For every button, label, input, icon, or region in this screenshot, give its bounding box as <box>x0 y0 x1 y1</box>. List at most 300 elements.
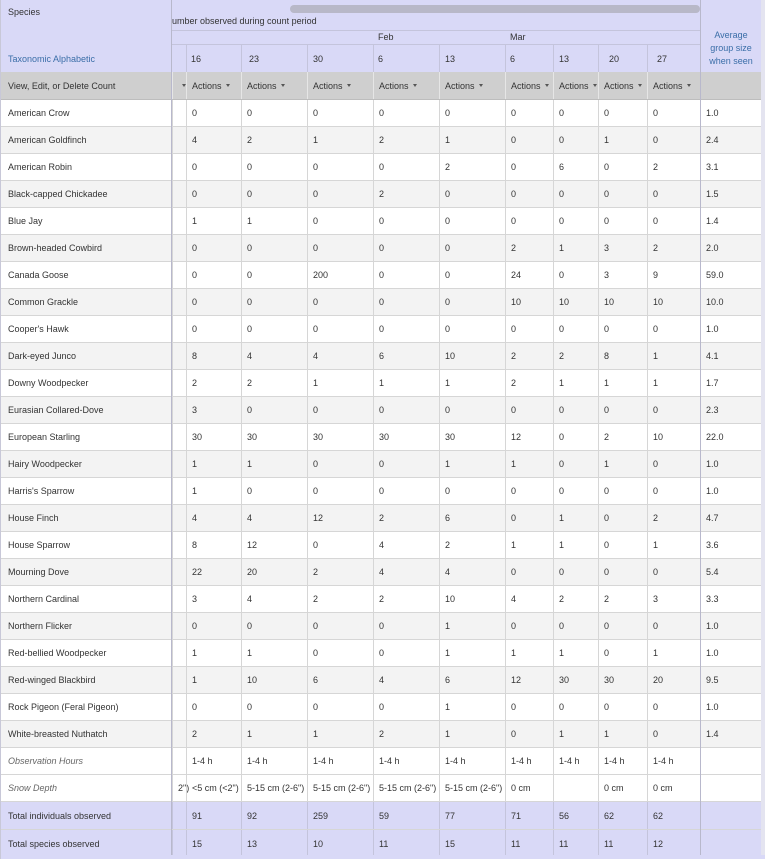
count-cell[interactable]: 0 <box>647 694 700 720</box>
count-cell[interactable]: 2 <box>373 586 439 612</box>
count-cell[interactable]: 0 <box>598 532 647 558</box>
count-cell[interactable]: 0 <box>186 694 241 720</box>
count-cell[interactable]: 1 <box>553 505 598 531</box>
count-cell[interactable]: 0 <box>373 451 439 477</box>
count-cell[interactable]: 0 <box>241 262 307 288</box>
count-cell[interactable]: 0 <box>553 208 598 234</box>
count-cell[interactable]: 1 <box>598 370 647 396</box>
count-cell[interactable]: 0 <box>598 613 647 639</box>
count-cell[interactable]: 0 <box>647 127 700 153</box>
count-cell[interactable]: 0 <box>505 559 553 585</box>
count-cell[interactable]: 1 <box>598 127 647 153</box>
species-name[interactable]: American Goldfinch <box>1 127 171 154</box>
count-cell[interactable]: 20 <box>647 667 700 693</box>
count-cell[interactable]: 3 <box>598 235 647 261</box>
count-cell[interactable]: 0 <box>241 289 307 315</box>
count-cell[interactable]: 2 <box>553 343 598 369</box>
day-label: 13 <box>445 54 456 64</box>
count-cell[interactable]: 0 <box>186 181 241 207</box>
count-cell[interactable]: 0 <box>439 100 505 126</box>
count-cell[interactable]: 0 <box>241 316 307 342</box>
count-cell[interactable]: 1 <box>186 478 241 504</box>
actions-dropdown-label: Actions <box>511 80 541 91</box>
count-cell[interactable]: 2 <box>186 370 241 396</box>
count-cell[interactable]: 2 <box>647 505 700 531</box>
actions-dropdown-label: Actions <box>653 80 683 91</box>
actions-dropdown[interactable] <box>241 72 307 99</box>
count-cell[interactable]: 2 <box>505 235 553 261</box>
count-cell[interactable]: 2 <box>373 127 439 153</box>
day-separator <box>186 45 187 73</box>
count-cell[interactable]: 0 <box>598 181 647 207</box>
species-name[interactable]: White-breasted Nuthatch <box>1 721 171 748</box>
count-cell[interactable]: 0 <box>307 181 373 207</box>
count-cell[interactable]: 0 <box>439 478 505 504</box>
count-cell[interactable]: 4 <box>373 559 439 585</box>
count-cell[interactable]: 1 <box>553 370 598 396</box>
species-header <box>1 0 171 72</box>
count-cell[interactable]: 6 <box>553 154 598 180</box>
count-cell[interactable]: 0 <box>186 100 241 126</box>
day-label: 23 <box>249 54 260 64</box>
count-cell[interactable]: 1 <box>439 127 505 153</box>
count-cell[interactable]: 30 <box>373 424 439 450</box>
count-cell[interactable]: 0 <box>373 262 439 288</box>
count-cell[interactable]: 0 <box>598 640 647 666</box>
species-name[interactable]: Eurasian Collared-Dove <box>1 397 171 424</box>
actions-dropdown[interactable] <box>647 72 700 99</box>
count-cell[interactable]: 12 <box>307 505 373 531</box>
count-cell[interactable]: 2 <box>373 181 439 207</box>
count-cell[interactable]: 2 <box>647 154 700 180</box>
taxonomic-alphabetic-sort-link[interactable]: Taxonomic Alphabetic <box>8 54 96 64</box>
count-cell[interactable]: 4 <box>186 505 241 531</box>
count-cell[interactable]: 0 <box>553 127 598 153</box>
count-cell[interactable]: 0 <box>598 559 647 585</box>
species-name[interactable]: Red-bellied Woodpecker <box>1 640 171 667</box>
count-cell[interactable]: 0 <box>307 208 373 234</box>
count-cell[interactable]: 0 <box>505 613 553 639</box>
count-cell[interactable]: 0 <box>373 640 439 666</box>
count-cell[interactable]: 3 <box>186 397 241 423</box>
count-cell[interactable]: 30 <box>598 667 647 693</box>
count-cell[interactable]: 0 <box>647 316 700 342</box>
count-cell[interactable]: 0 <box>373 694 439 720</box>
species-name[interactable]: American Crow <box>1 100 171 127</box>
count-cell[interactable]: 1 <box>439 613 505 639</box>
count-cell[interactable]: 4 <box>439 559 505 585</box>
species-name[interactable]: House Finch <box>1 505 171 532</box>
count-cell[interactable]: 3 <box>598 262 647 288</box>
count-cell[interactable]: 0 <box>373 208 439 234</box>
total-cell: 11 <box>598 830 647 857</box>
count-cell[interactable]: 0 <box>553 181 598 207</box>
count-cell[interactable]: 10 <box>439 586 505 612</box>
count-cell[interactable]: 0 <box>647 397 700 423</box>
species-name[interactable]: Canada Goose <box>1 262 171 289</box>
lead-cell <box>172 613 186 639</box>
count-cell[interactable]: 1 <box>186 640 241 666</box>
count-cell[interactable]: 0 <box>505 694 553 720</box>
count-cell[interactable]: 1 <box>241 208 307 234</box>
count-cell[interactable]: 0 <box>505 154 553 180</box>
count-cell[interactable]: 2 <box>505 370 553 396</box>
count-cell[interactable]: 0 <box>647 181 700 207</box>
count-cell[interactable]: 0 <box>439 262 505 288</box>
table-row <box>172 694 700 721</box>
count-cell[interactable]: 0 <box>186 316 241 342</box>
count-cell[interactable]: 0 <box>553 397 598 423</box>
count-cell[interactable]: 2 <box>307 559 373 585</box>
count-cell[interactable]: 0 <box>186 154 241 180</box>
species-name[interactable]: Cooper's Hawk <box>1 316 171 343</box>
species-name[interactable]: Downy Woodpecker <box>1 370 171 397</box>
count-cell[interactable]: 2 <box>439 154 505 180</box>
count-cell[interactable]: 0 <box>647 478 700 504</box>
count-cell[interactable]: 0 <box>186 613 241 639</box>
count-cell[interactable]: 1 <box>241 451 307 477</box>
count-cell[interactable]: 1 <box>241 721 307 747</box>
count-cell[interactable]: 0 <box>373 289 439 315</box>
count-cell[interactable]: 0 <box>598 397 647 423</box>
count-cell[interactable]: 3 <box>186 586 241 612</box>
count-cell[interactable]: 0 <box>598 208 647 234</box>
count-cell[interactable]: 30 <box>241 424 307 450</box>
species-name[interactable]: Mourning Dove <box>1 559 171 586</box>
count-cell[interactable]: 0 <box>241 613 307 639</box>
count-cell[interactable]: 200 <box>307 262 373 288</box>
count-cell[interactable]: 1 <box>553 640 598 666</box>
count-cell[interactable]: 2 <box>241 370 307 396</box>
count-cell[interactable]: 0 <box>186 262 241 288</box>
species-name[interactable]: Red-winged Blackbird <box>1 667 171 694</box>
avg-group-size: 4.1 <box>701 343 761 370</box>
count-cell[interactable]: 1 <box>186 667 241 693</box>
count-cell[interactable]: 1 <box>439 451 505 477</box>
count-cell[interactable]: 0 <box>647 100 700 126</box>
day-label: 6 <box>378 54 384 64</box>
count-cell[interactable]: 0 <box>439 181 505 207</box>
count-cell[interactable]: 0 <box>307 235 373 261</box>
count-cell[interactable]: 4 <box>241 343 307 369</box>
count-cell[interactable]: 0 <box>373 154 439 180</box>
count-cell[interactable]: 1 <box>439 721 505 747</box>
species-name[interactable]: European Starling <box>1 424 171 451</box>
count-cell[interactable]: 0 <box>373 613 439 639</box>
count-cell[interactable]: 0 <box>307 289 373 315</box>
actions-dropdown[interactable] <box>553 72 598 99</box>
count-cell[interactable]: 0 <box>241 235 307 261</box>
count-cell[interactable]: 1 <box>553 235 598 261</box>
count-cell[interactable]: 1 <box>186 451 241 477</box>
species-name[interactable]: Harris's Sparrow <box>1 478 171 505</box>
count-cell[interactable]: 0 <box>241 397 307 423</box>
day-label: 6 <box>510 54 516 64</box>
count-cell[interactable]: 0 <box>439 397 505 423</box>
actions-dropdown[interactable] <box>439 72 505 99</box>
count-cell[interactable]: 0 <box>373 316 439 342</box>
count-cell[interactable]: 0 <box>307 397 373 423</box>
count-cell[interactable]: 1 <box>647 370 700 396</box>
count-cell[interactable]: 0 <box>186 289 241 315</box>
count-cell[interactable]: 2 <box>598 586 647 612</box>
count-cell[interactable]: 0 <box>553 451 598 477</box>
count-cell[interactable]: 1 <box>505 640 553 666</box>
count-cell[interactable]: 0 <box>647 721 700 747</box>
count-cell[interactable]: 2 <box>241 127 307 153</box>
count-cell[interactable]: 4 <box>373 532 439 558</box>
count-cell[interactable]: 1 <box>553 532 598 558</box>
count-cell[interactable]: 0 <box>241 694 307 720</box>
snow-depth-cell: 0 cm <box>505 775 553 801</box>
count-cell[interactable]: 0 <box>505 505 553 531</box>
bottom-strip <box>1 855 765 859</box>
total-row <box>172 802 700 830</box>
count-cell[interactable]: 0 <box>647 559 700 585</box>
count-cell[interactable]: 0 <box>505 181 553 207</box>
count-cell[interactable]: 12 <box>505 667 553 693</box>
actions-row <box>172 72 700 100</box>
count-cell[interactable]: 0 <box>439 235 505 261</box>
count-cell[interactable]: 0 <box>553 478 598 504</box>
observation-hours-cell: 1-4 h <box>373 748 439 774</box>
count-cell[interactable]: 1 <box>598 451 647 477</box>
count-cell[interactable]: 6 <box>307 667 373 693</box>
count-cell[interactable]: 2 <box>553 586 598 612</box>
right-edge <box>761 0 765 859</box>
count-cell[interactable]: 0 <box>241 181 307 207</box>
avg-group-size: 2.3 <box>701 397 761 424</box>
table-row <box>172 235 700 262</box>
count-cell[interactable]: 2 <box>307 586 373 612</box>
count-cell[interactable]: 1 <box>373 370 439 396</box>
count-cell[interactable]: 0 <box>439 316 505 342</box>
species-name[interactable]: Common Grackle <box>1 289 171 316</box>
observation-hours-row <box>172 748 700 775</box>
count-cell[interactable]: 0 <box>439 208 505 234</box>
count-cell[interactable]: 0 <box>439 289 505 315</box>
day-separator <box>647 45 648 73</box>
count-cell[interactable]: 2 <box>373 505 439 531</box>
avg-actions-blank <box>701 72 761 100</box>
count-cell[interactable]: 2 <box>505 343 553 369</box>
count-cell[interactable]: 1 <box>439 370 505 396</box>
count-cell[interactable]: 0 <box>373 397 439 423</box>
count-cell[interactable]: 4 <box>373 667 439 693</box>
day-row <box>172 44 700 72</box>
count-cell[interactable]: 0 <box>553 316 598 342</box>
count-cell[interactable]: 0 <box>505 208 553 234</box>
count-cell[interactable]: 0 <box>647 451 700 477</box>
actions-dropdown[interactable] <box>598 72 647 99</box>
count-cell[interactable]: 0 <box>307 154 373 180</box>
count-cell[interactable]: 8 <box>186 532 241 558</box>
species-name[interactable]: Rock Pigeon (Feral Pigeon) <box>1 694 171 721</box>
count-cell[interactable]: 0 <box>505 397 553 423</box>
count-cell[interactable]: 24 <box>505 262 553 288</box>
actions-dropdown[interactable] <box>186 72 241 99</box>
count-cell[interactable]: 0 <box>186 235 241 261</box>
count-cell[interactable]: 1 <box>598 721 647 747</box>
count-cell[interactable]: 1 <box>439 694 505 720</box>
count-cell[interactable]: 10 <box>505 289 553 315</box>
species-name[interactable]: Blue Jay <box>1 208 171 235</box>
count-cell[interactable]: 0 <box>307 100 373 126</box>
total-label: Total species observed <box>1 830 171 858</box>
count-cell[interactable]: 12 <box>241 532 307 558</box>
observation-hours-cell: 1-4 h <box>241 748 307 774</box>
count-cell[interactable]: 4 <box>186 127 241 153</box>
count-cell[interactable]: 0 <box>373 478 439 504</box>
count-cell[interactable]: 1 <box>553 721 598 747</box>
lead-cell <box>172 397 186 423</box>
horizontal-scrollbar[interactable] <box>172 3 700 13</box>
count-cell[interactable]: 0 <box>598 505 647 531</box>
count-cell[interactable]: 0 <box>241 100 307 126</box>
count-cell[interactable]: 2 <box>373 721 439 747</box>
count-cell[interactable]: 1 <box>307 127 373 153</box>
avg-group-size: 4.7 <box>701 505 761 532</box>
day-label: 27 <box>657 54 668 64</box>
count-cell[interactable]: 30 <box>553 667 598 693</box>
count-cell[interactable]: 20 <box>241 559 307 585</box>
day-separator <box>439 45 440 73</box>
avg-header-line: when seen <box>709 56 753 66</box>
species-name[interactable]: Hairy Woodpecker <box>1 451 171 478</box>
actions-dropdown[interactable] <box>505 72 553 99</box>
count-cell[interactable]: 0 <box>598 100 647 126</box>
count-cell[interactable]: 0 <box>505 721 553 747</box>
species-name[interactable]: American Robin <box>1 154 171 181</box>
count-cell[interactable]: 10 <box>553 289 598 315</box>
actions-dropdown[interactable] <box>373 72 439 99</box>
count-cell[interactable]: 0 <box>373 100 439 126</box>
count-cell[interactable]: 2 <box>598 424 647 450</box>
count-cell[interactable]: 0 <box>598 316 647 342</box>
count-cell[interactable]: 0 <box>647 613 700 639</box>
species-name[interactable]: Northern Flicker <box>1 613 171 640</box>
total-cell: 11 <box>505 830 553 857</box>
count-cell[interactable]: 9 <box>647 262 700 288</box>
count-cell[interactable]: 0 <box>647 208 700 234</box>
species-name[interactable]: Brown-headed Cowbird <box>1 235 171 262</box>
table-row <box>172 721 700 748</box>
count-cell[interactable]: 0 <box>307 451 373 477</box>
count-cell[interactable]: 0 <box>505 478 553 504</box>
count-cell[interactable]: 12 <box>505 424 553 450</box>
scrollbar-thumb[interactable] <box>290 5 700 13</box>
table-row <box>172 424 700 451</box>
actions-dropdown-label: Actions <box>604 80 634 91</box>
table-row <box>172 289 700 316</box>
count-cell[interactable]: 10 <box>241 667 307 693</box>
count-cell[interactable]: 4 <box>505 586 553 612</box>
count-cell[interactable]: 1 <box>647 532 700 558</box>
count-cell[interactable]: 0 <box>505 127 553 153</box>
count-cell[interactable]: 0 <box>307 613 373 639</box>
count-cell[interactable]: 10 <box>439 343 505 369</box>
count-cell[interactable]: 30 <box>439 424 505 450</box>
count-cell[interactable]: 0 <box>598 154 647 180</box>
count-cell[interactable]: 0 <box>241 478 307 504</box>
count-cell[interactable]: 1 <box>241 640 307 666</box>
species-name[interactable]: Northern Cardinal <box>1 586 171 613</box>
count-cell[interactable]: 4 <box>241 586 307 612</box>
count-cell[interactable]: 10 <box>598 289 647 315</box>
species-name[interactable]: Dark-eyed Junco <box>1 343 171 370</box>
count-cell[interactable]: 1 <box>186 208 241 234</box>
count-cell[interactable]: 0 <box>553 424 598 450</box>
snow-depth-cell: 5-15 cm (2-6") <box>241 775 307 801</box>
count-cell[interactable]: 30 <box>186 424 241 450</box>
count-cell[interactable]: 0 <box>553 262 598 288</box>
chevron-down-icon <box>545 84 549 87</box>
total-lead <box>172 830 186 857</box>
observation-hours-lead <box>172 748 186 774</box>
count-cell[interactable]: 0 <box>553 694 598 720</box>
count-cell[interactable]: 0 <box>598 694 647 720</box>
count-cell[interactable]: 2 <box>647 235 700 261</box>
count-cell[interactable]: 1 <box>505 451 553 477</box>
chevron-down-icon <box>479 84 483 87</box>
count-cell[interactable]: 0 <box>241 154 307 180</box>
count-cell[interactable]: 0 <box>505 316 553 342</box>
count-cell[interactable]: 1 <box>647 343 700 369</box>
count-cell[interactable]: 22 <box>186 559 241 585</box>
count-cell[interactable]: 0 <box>373 235 439 261</box>
count-cell[interactable]: 1 <box>439 640 505 666</box>
count-cell[interactable]: 0 <box>307 532 373 558</box>
count-cell[interactable]: 0 <box>307 478 373 504</box>
count-cell[interactable]: 1 <box>647 640 700 666</box>
count-cell[interactable]: 1 <box>505 532 553 558</box>
count-cell[interactable]: 6 <box>439 505 505 531</box>
species-name[interactable]: Black-capped Chickadee <box>1 181 171 208</box>
avg-group-size: 2.4 <box>701 127 761 154</box>
table-row <box>172 154 700 181</box>
snow-depth-cell <box>553 775 598 801</box>
count-cell[interactable]: 0 <box>505 100 553 126</box>
count-cell[interactable]: 0 <box>553 100 598 126</box>
count-cell[interactable]: 30 <box>307 424 373 450</box>
count-cell[interactable]: 0 <box>307 694 373 720</box>
count-cell[interactable]: 1 <box>307 721 373 747</box>
count-cell[interactable]: 3 <box>647 586 700 612</box>
count-cell[interactable]: 0 <box>598 478 647 504</box>
count-cell[interactable]: 6 <box>439 667 505 693</box>
count-cell[interactable]: 8 <box>186 343 241 369</box>
actions-dropdown[interactable] <box>307 72 373 99</box>
lead-cell <box>172 181 186 207</box>
count-cell[interactable]: 8 <box>598 343 647 369</box>
count-cell[interactable]: 2 <box>186 721 241 747</box>
count-cell[interactable]: 4 <box>241 505 307 531</box>
count-cell[interactable]: 2 <box>439 532 505 558</box>
count-cell[interactable]: 1 <box>307 370 373 396</box>
count-cell[interactable]: 0 <box>553 559 598 585</box>
count-cell[interactable]: 10 <box>647 289 700 315</box>
count-cell[interactable]: 0 <box>553 613 598 639</box>
species-name[interactable]: House Sparrow <box>1 532 171 559</box>
count-cell[interactable]: 10 <box>647 424 700 450</box>
actions-dropdown-label: Actions <box>313 80 343 91</box>
count-cell[interactable]: 0 <box>307 316 373 342</box>
average-group-size-header[interactable] <box>701 0 761 72</box>
count-cell[interactable]: 6 <box>373 343 439 369</box>
count-cell[interactable]: 0 <box>307 640 373 666</box>
avg-group-size: 10.0 <box>701 289 761 316</box>
count-cell[interactable]: 4 <box>307 343 373 369</box>
